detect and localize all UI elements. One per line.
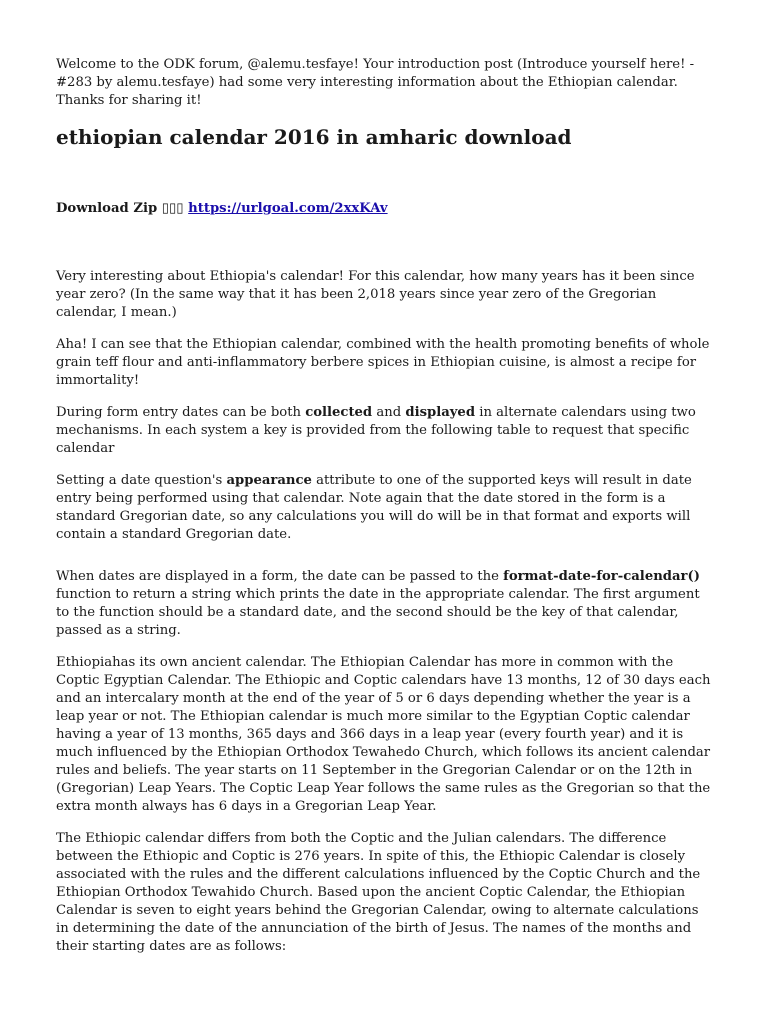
download-link[interactable]: https://urlgoal.com/2xxKAv xyxy=(188,201,388,216)
bold-displayed: displayed xyxy=(405,405,476,420)
paragraph-format-date: When dates are displayed in a form, the date can be passed to the format-date-for-calendar() function to return a string which prints the date in the appropriate calendar. The first argument to the function should be a standard date, and the second should be the key of that calendar, passed as a string. xyxy=(56,569,700,638)
download-line xyxy=(56,200,714,218)
download-label: Download Zip xyxy=(56,201,158,216)
paragraph-appearance: Setting a date question's appearance attribute to one of the supported keys will result in date entry being performed using that calendar. Note again that the date stored in the form is a standard Gregorian date, so any calculations you will do will be in that format and exports will contain a standard Gregorian date. xyxy=(56,473,692,542)
paragraph-year-zero: Very interesting about Ethiopia's calendar! For this calendar, how many years has it been since year zero? (In the same way that it has been 2,018 years since year zero of the Gregorian calendar, I mean.) xyxy=(56,269,695,320)
bold-format-date-function: format-date-for-calendar() xyxy=(503,569,700,584)
spacer xyxy=(56,558,714,568)
paragraph-immortality: Aha! I can see that the Ethiopian calendar, combined with the health promoting benefits of whole grain teff flour and anti-inflammatory berbere spices in Ethiopian cuisine, is almost a recipe for immortality! xyxy=(56,337,710,388)
paragraph-ethiopic-differences: The Ethiopic calendar differs from both the Coptic and the Julian calendars. The difference between the Ethiopic and Coptic is 276 years. In spite of this, the Ethiopic Calendar is closely associated with the rules and the different calculations influenced by the Coptic Church and the Ethiopian Orthodox Tewahido Church. Based upon the ancient Coptic Calendar, the Ethiopian Calendar is seven to eight years behind the Gregorian Calendar, owing to alternate calculations in determining the date of the annunciation of the birth of Jesus. The names of the months and their starting dates are as follows: xyxy=(56,831,701,954)
spacer xyxy=(56,218,714,268)
arrow-glyphs: ▯▯▯ xyxy=(161,201,184,216)
intro-paragraph: Welcome to the ODK forum, @alemu.tesfaye! Your introduction post (Introduce yourself here! - #283 by alemu.tesfaye) had some very interesting information about the Ethiopian calendar. Thanks for sharing it! xyxy=(56,57,695,108)
bold-appearance: appearance xyxy=(226,473,312,488)
paragraph-mechanisms: During form entry dates can be both collected and displayed in alternate calendars using two mechanisms. In each system a key is provided from the following table to request that specific calendar xyxy=(56,405,696,456)
bold-collected: collected xyxy=(305,405,373,420)
page-title: ethiopian calendar 2016 in amharic download xyxy=(56,125,572,149)
paragraph-ancient-calendar: Ethiopiahas its own ancient calendar. The Ethiopian Calendar has more in common with the Coptic Egyptian Calendar. The Ethiopic and Coptic calendars have 13 months, 12 of 30 days each and an intercalary month at the end of the year of 5 or 6 days depending whether the year is a leap year or not. The Ethiopian calendar is much more similar to the Egyptian Coptic calendar having a year of 13 months, 365 days and 366 days in a leap year (every fourth year) and it is much influenced by the Ethiopian Orthodox Tewahedo Church, which follows its ancient calendar rules and beliefs. The year starts on 11 September in the Gregorian Calendar or on the 12th in (Gregorian) Leap Years. The Coptic Leap Year follows the same rules as the Gregorian so that the extra month always has 6 days in a Gregorian Leap Year. xyxy=(56,655,711,814)
